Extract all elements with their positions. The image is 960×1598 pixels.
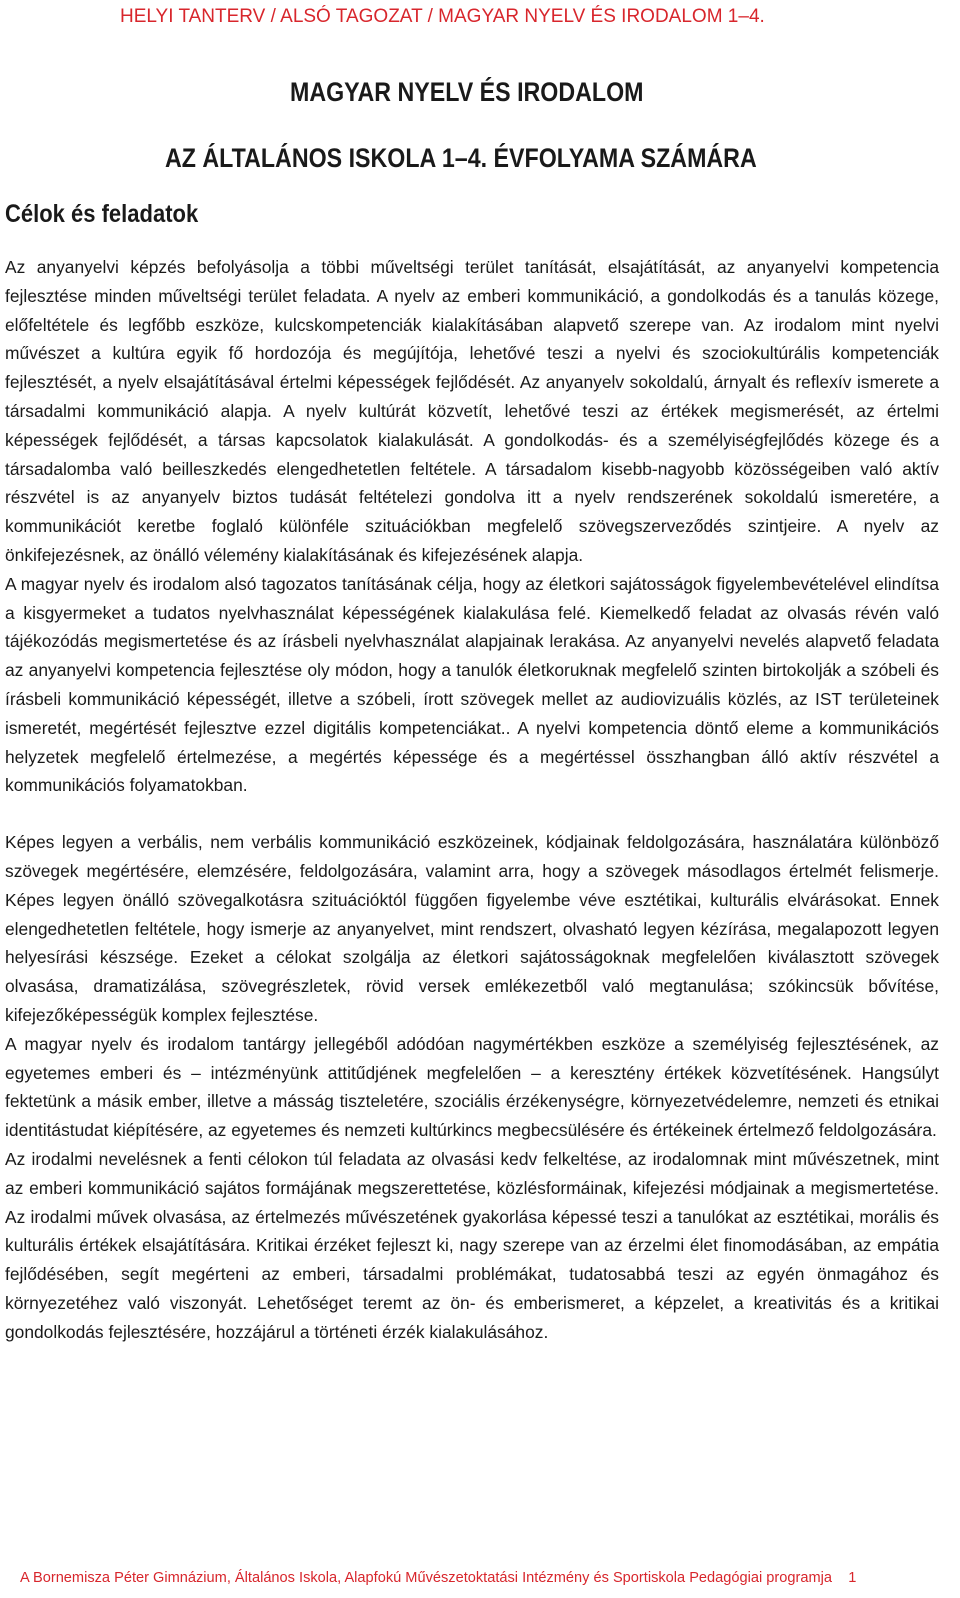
body-text [5,253,939,1346]
paragraph: A magyar nyelv és irodalom tantárgy jellegéből adódóan nagymértékben eszköze a személyiség fejlesztésének, az egyetemes emberi és – intézményünk attitűdjének megfelelően – a keresztény értékek közvetítésének. Hangsúlyt fektetünk a másik ember, illetve a másság tiszteletére, szociális érzékenységre, környezetvédelemre, nemzeti és etnikai identitástudat kiépítésére, az egyetemes és nemzeti kultúrkincs megbecsülésére és értékeinek értelmező feldolgozására. [5,1033,939,1141]
page-footer [20,1570,856,1586]
page-number: 1 [848,1570,857,1586]
paragraph: Az anyanyelvi képzés befolyásolja a többi műveltségi terület tanítását, elsajátítását, az anyanyelvi kompetencia fejlesztése minden műveltségi terület feladata. A nyelv az emberi kommunikáció, a gondolkodás és a tanulás közege, előfeltétele és legfőbb eszköze, kulcskompetenciák kialakításában alapvető szerepe van. Az irodalom mint nyelvi művészet a kultúra egyik fő hordozója és megújítója, lehetővé teszi a nyelvi és szociokultúrális kompetenciák fejlesztését, a nyelv elsajátításával értelmi képességek fejlődését. Az anyanyelv sokoldalú, árnyalt és reflexív ismerete a társadalmi kommunikáció alapja. A nyelv kultúrát közvetít, lehetővé teszi az értékek megismerését, az értelmi képességek fejlődését, a társas kapcsolatok kialakulását. A gondolkodás- és a személyiségfejlődés közege és a társadalomba való beilleszkedés elengedhetetlen feltétele. A társadalom kisebb-nagyobb közösségeiben való aktív részvétel is az anyanyelv biztos tudását feltételezi gondolva itt a nyelv rendszerének sokoldalú ismeretére, a kommunikációt keretbe foglaló különféle szituációkban megfelelő szövegszerveződés szintjeire. A nyelv az önkifejezésnek, az önálló vélemény kialakításának és kifejezésének alapja. [5,257,939,565]
paragraph: A magyar nyelv és irodalom alsó tagozatos tanításának célja, hogy az életkori sajátosságok figyelembevételével elindítsa a kisgyermeket a tudatos nyelvhasználat képességének kialakulása felé. Kiemelkedő feladat az olvasás révén való tájékozódás megismertetése és az írásbeli nyelvhasználat alapjainak lerakása. Az anyanyelvi nevelés alapvető feladata az anyanyelvi kompetencia fejlesztése oly módon, hogy a tanulók életkoruknak megfelelő szinten birtokolják a szóbeli és írásbeli kommunikáció képességét, illetve a szóbeli, írott szövegek mellet az audiovizuális közlés, az IST területeinek ismeretét, megértését fejlesztve ezzel digitális kompetenciákat.. A nyelvi kompetencia döntő eleme a kommunikációs helyzetek megfelelő értelmezése, a megértés képessége és a megértéssel összhangban álló aktív részvétel a kommunikációs folyamatokban. [5,573,939,796]
section-heading: Célok és feladatok [5,200,199,228]
running-header: HELYI TANTERV / ALSÓ TAGOZAT / MAGYAR NYELV ÉS IRODALOM 1–4. [120,6,765,27]
footer-text: A Bornemisza Péter Gimnázium, Általános Iskola, Alapfokú Művészetoktatási Intézmény és Sportiskola Pedagógiai programja [20,1570,832,1586]
document-title: MAGYAR NYELV ÉS IRODALOM [290,77,644,107]
paragraph: Képes legyen a verbális, nem verbális kommunikáció eszközeinek, kódjainak feldolgozására, használatára különböző szövegek megértésére, elemzésére, feldolgozására, valamint arra, hogy a szövegek másodlagos értelmét felismerje. Képes legyen önálló szövegalkotásra szituációktól függően figyelembe véve esztétikai, kulturális elvárásokat. Ennek elengedhetetlen feltétele, hogy ismerje az anyanyelvet, mint rendszert, olvasható legyen kézírása, megalapozott legyen helyesírási készsége. Ezeket a célokat szolgálja az életkori sajátosságoknak megfelelően kiválasztott szövegek olvasása, dramatizálása, szövegrészletek, rövid versek emlékezetből való megtanulása; szókincsük bővítése, kifejezőképességük komplex fejlesztése. [5,832,939,1025]
paragraph: Az irodalmi nevelésnek a fenti célokon túl feladata az olvasási kedv felkeltése, az irodalomnak mint művészetnek, mint az emberi kommunikáció sajátos formájának megszerettetése, közlésformáinak, kifejezési módjainak a megismertetése. Az irodalmi művek olvasása, az értelmezés művészetének gyakorlása képessé teszi a tanulókat az esztétikai, morális és kulturális értékek elsajátítására. Kritikai érzéket fejleszt ki, nagy szerepe van az érzelmi élet finomodásában, az empátia fejlődésében, segít megérteni az emberi, társadalmi problémákat, tudatosabbá teszi az egyén önmagához és környezetéhez való viszonyát. Lehetőséget teremt az ön- és emberismeret, a képzelet, a kreativitás és a kritikai gondolkodás fejlesztésére, hozzájárul a történeti érzék kialakulásához. [5,1148,939,1342]
document-subtitle: AZ ÁLTALÁNOS ISKOLA 1–4. ÉVFOLYAMA SZÁMÁRA [165,143,757,173]
